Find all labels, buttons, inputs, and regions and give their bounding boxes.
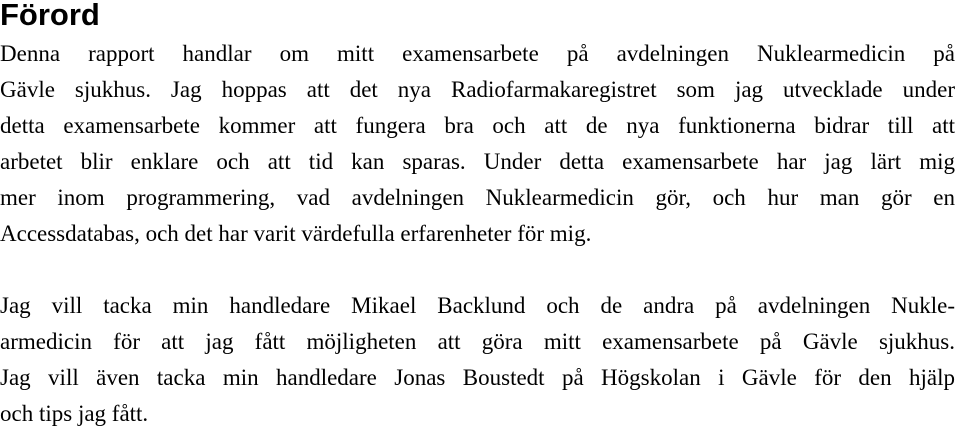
page-title: Förord bbox=[0, 0, 100, 32]
paragraph-1-line-1: Denna rapport handlar om mitt examensarbete på avdelningen Nuklearmedicin på bbox=[0, 41, 955, 66]
paragraph-1-line-5: mer inom programmering, vad avdelningen Nuklearmedicin gör, och hur man gör en bbox=[0, 185, 955, 210]
paragraph-2-line-3: Jag vill även tacka min handledare Jonas Boustedt på Högskolan i Gävle för den hjälp bbox=[0, 365, 955, 390]
paragraph-1-line-6: Accessdatabas, och det har varit värdefulla erfarenheter för mig. bbox=[0, 221, 592, 246]
paragraph-1-line-4: arbetet blir enklare och att tid kan sparas. Under detta examensarbete har jag lärt mig bbox=[0, 149, 955, 174]
paragraph-2-line-1: Jag vill tacka min handledare Mikael Backlund och de andra på avdelningen Nukle- bbox=[0, 293, 955, 318]
paragraph-2-line-2: armedicin för att jag fått möjligheten att göra mitt examensarbete på Gävle sjukhus. bbox=[0, 329, 955, 354]
paragraph-1-line-2: Gävle sjukhus. Jag hoppas att det nya Radiofarmakaregistret som jag utvecklade under bbox=[0, 77, 955, 102]
paragraph-2-line-4: och tips jag fått. bbox=[0, 401, 149, 426]
paragraph-1-line-3: detta examensarbete kommer att fungera bra och att de nya funktionerna bidrar till att bbox=[0, 113, 955, 138]
